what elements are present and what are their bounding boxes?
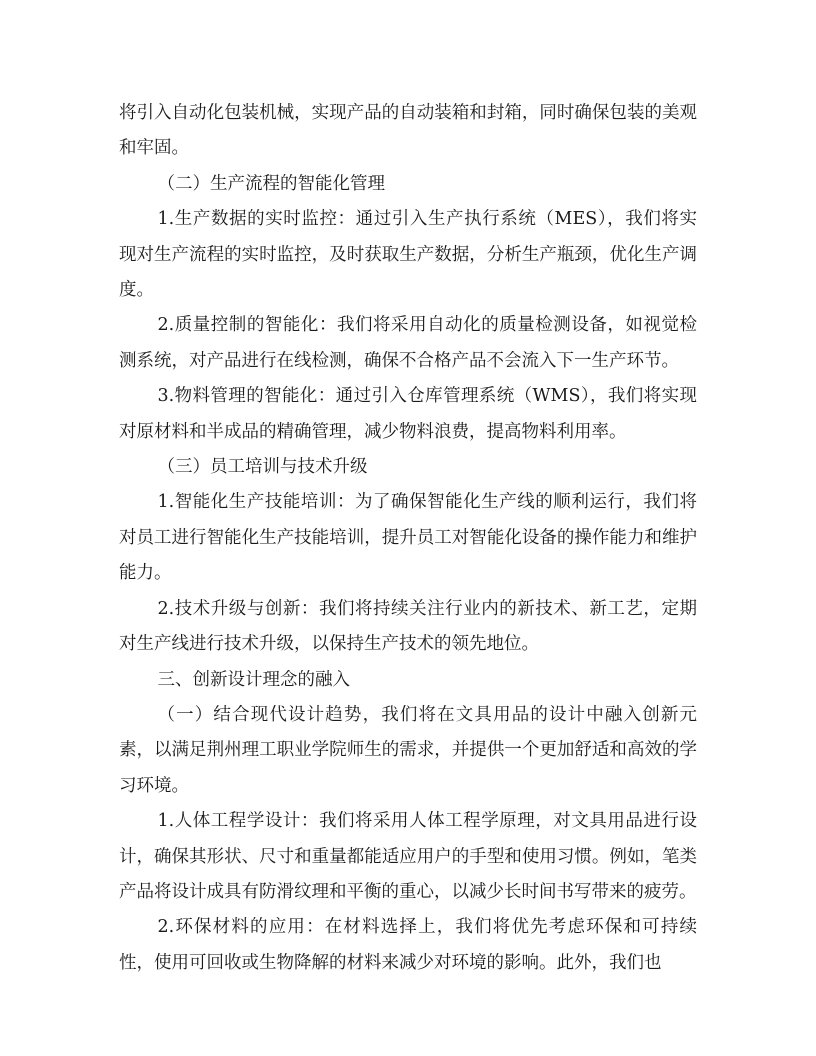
list-item-ergonomic-design: 1.人体工程学设计：我们将采用人体工程学原理，对文具用品进行设计，确保其形状、尺寸和重量都能适应用户的手型和使用习惯。例如，笔类产品将设计成具有防滑纹理和平衡的重心，以减少长时间书写带来的疲劳。 — [119, 811, 697, 902]
paragraph-continuation: 将引入自动化包装机械，实现产品的自动装箱和封箱，同时确保包装的美观和牢固。 — [119, 103, 697, 159]
subsection-heading-3: （三）员工培训与技术升级 — [157, 457, 368, 478]
list-item-material-management: 3.物料管理的智能化：通过引入仓库管理系统（WMS），我们将实现对原材料和半成品的精确管理，减少物料浪费，提高物料利用率。 — [119, 386, 697, 442]
list-item-realtime-monitoring: 1.生产数据的实时监控：通过引入生产执行系统（MES），我们将实现对生产流程的实时监控，及时获取生产数据，分析生产瓶颈，优化生产调度。 — [119, 209, 697, 301]
section-heading-3: 三、创新设计理念的融入 — [157, 669, 350, 690]
list-item-skills-training: 1.智能化生产技能培训：为了确保智能化生产线的顺利运行，我们将对员工进行智能化生产技能培训，提升员工对智能化设备的操作能力和维护能力。 — [119, 492, 697, 584]
list-item-tech-upgrade: 2.技术升级与创新：我们将持续关注行业内的新技术、新工艺，定期对生产线进行技术升级，以保持生产技术的领先地位。 — [119, 598, 697, 655]
list-item-eco-materials: 2.环保材料的应用：在材料选择上，我们将优先考虑环保和可持续性，使用可回收或生物降解的材料来减少对环境的影响。此外，我们也 — [119, 917, 697, 973]
document-body — [119, 96, 697, 981]
list-item-quality-control: 2.质量控制的智能化：我们将采用自动化的质量检测设备，如视觉检测系统，对产品进行在线检测，确保不合格产品不会流入下一生产环节。 — [119, 315, 697, 371]
subsection-heading-2: （二）生产流程的智能化管理 — [157, 173, 385, 194]
paragraph-design-trends: （一）结合现代设计趋势，我们将在文具用品的设计中融入创新元素，以满足荆州理工职业学院师生的需求，并提供一个更加舒适和高效的学习环境。 — [119, 704, 697, 796]
